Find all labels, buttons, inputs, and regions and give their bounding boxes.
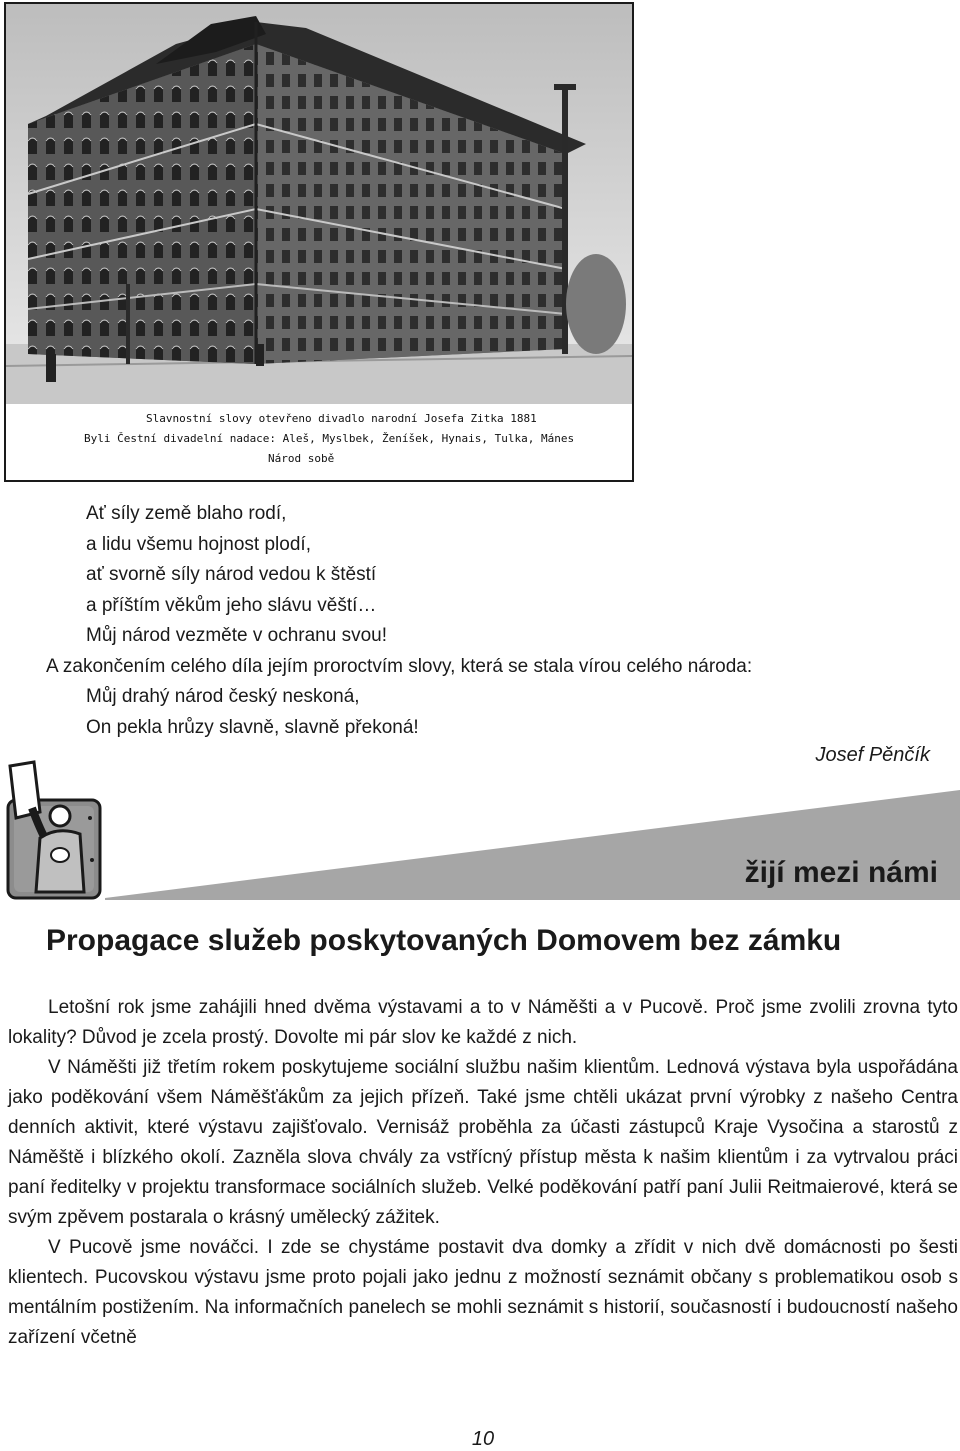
person-with-sign-icon bbox=[8, 762, 100, 898]
article-paragraph: V Náměšti již třetím rokem poskytujeme sociální službu našim klientům. Lednová výstava byla uspořádána jako poděkování všem Náměšťákům za jejich přízeň. Také jsme chtěli ukázat první výrobky z našeho Centra denních aktivit, které výstavu zajišťovalo. Vernisáž proběhla za účasti zástupců Kraje Vysočina a starostů z Náměště i blízkého okolí. Zazněla slova chvály za vstřícný přístup města k našim klientům i za vytrvalou práci paní ředitelky v projektu transformace sociálních služeb. Velké poděkování patří paní Julii Reitmaierové, která se svým zpěvem postarala o krásný umělecký zážitek. bbox=[8, 1057, 958, 1228]
poem-line: Můj národ vezměte v ochranu svou! bbox=[86, 625, 387, 646]
poem bbox=[0, 499, 960, 743]
article-paragraph: Letošní rok jsme zahájili hned dvěma výstavami a to v Náměšti a v Pucově. Proč jsme zvolili zrovna tyto lokality? Důvod je zcela prostý. Dovolte mi pár slov ke každé z nich. bbox=[8, 997, 958, 1048]
page-number: 10 bbox=[471, 1428, 495, 1450]
section-label: žijí mezi námi bbox=[744, 856, 938, 889]
article-title: Propagace služeb poskytovaných Domovem bez zámku bbox=[46, 924, 842, 957]
poem-line: a příštím věkům jeho slávu věští… bbox=[86, 594, 377, 616]
photo-caption-line-3: Národ sobě bbox=[268, 452, 335, 465]
photo-caption-line-1: Slavnostní slovy otevřeno divadlo narodní Josefa Zitka 1881 bbox=[146, 412, 537, 425]
article-body bbox=[8, 993, 958, 1353]
poem-author: Josef Pěnčík bbox=[815, 744, 930, 766]
photo-caption-line-2: Byli Čestní divadelní nadace: Aleš, Myslbek, Ženíšek, Hynais, Tulka, Mánes bbox=[84, 432, 575, 445]
historic-photo-national-theatre bbox=[4, 2, 634, 482]
building-illustration bbox=[6, 4, 632, 480]
poem-line: A zakončením celého díla jejím proroctvím slovy, která se stala vírou celého národa: bbox=[46, 655, 753, 677]
poem-line: On pekla hrůzy slavně, slavně překoná! bbox=[86, 716, 419, 738]
article-paragraph: V Pucově jsme nováčci. I zde se chystáme postavit dva domky a zřídit v nich dvě domácnosti po šesti klientech. Pucovskou výstavu jsme proto pojali jako jednu z možností seznámit občany s problematikou osob s mentálním postižením. Na informačních panelech se mohli seznámit s historií, současností i budoucností našeho zařízení včetně bbox=[8, 1237, 958, 1348]
poem-line: Můj drahý národ český neskoná, bbox=[86, 686, 360, 707]
poem-line: a lidu všemu hojnost plodí, bbox=[86, 533, 311, 555]
poem-line: ať svorně síly národ vedou k štěstí bbox=[86, 564, 377, 585]
poem-line: Ať síly země blaho rodí, bbox=[86, 503, 287, 524]
